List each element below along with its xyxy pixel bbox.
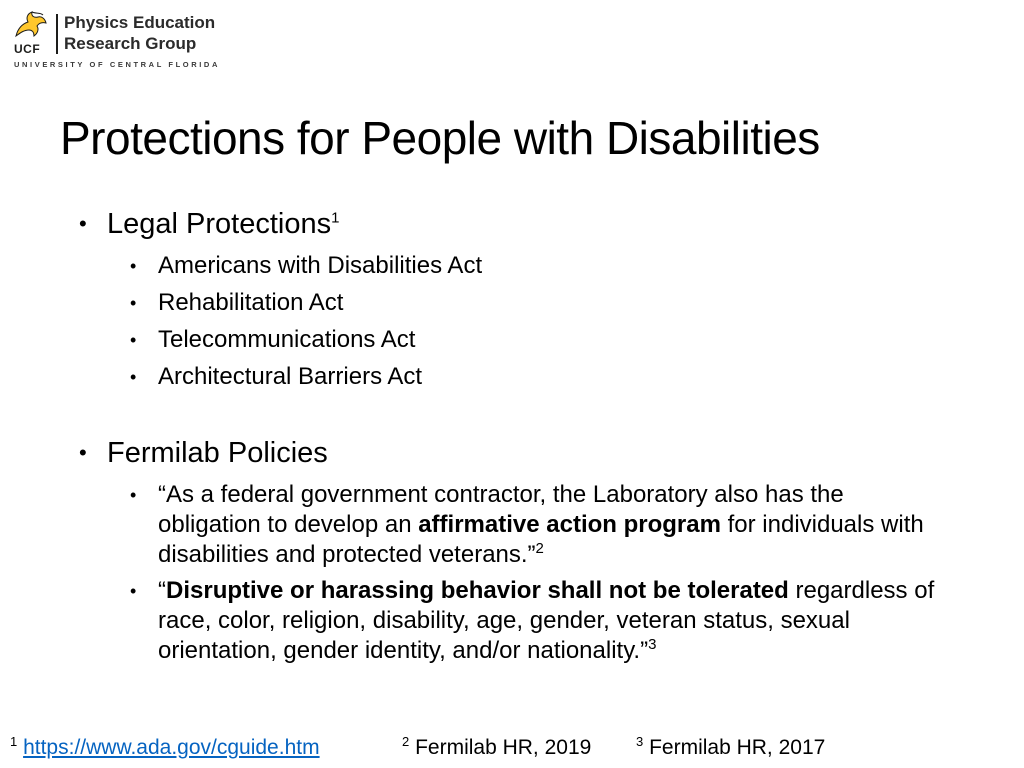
sub-bullet-text: Americans with Disabilities Act	[158, 252, 483, 279]
footnote-1	[10, 734, 320, 762]
quote-emphasis: affirmative action program	[418, 511, 721, 538]
bullet-icon: •	[130, 330, 137, 350]
footnote-2	[402, 734, 591, 762]
quote-text: regardless of race, color, religion, disability, age, gender, veteran status, sexual orientation, gender identity, and/or nationality.”	[158, 577, 935, 664]
footnote-ref: 3	[648, 636, 657, 653]
logo-title-line2: Research Group	[64, 34, 197, 53]
footnote-number: 2	[402, 734, 410, 749]
logo-title-line1: Physics Education	[64, 13, 216, 32]
bullet-icon: •	[130, 256, 137, 276]
bullet-icon: •	[79, 440, 87, 465]
quote-emphasis: Disruptive or harassing behavior shall not be tolerated	[166, 577, 789, 604]
quote-text: “	[158, 577, 166, 604]
footnote-number: 3	[636, 734, 644, 749]
footnote-ref: 1	[331, 209, 340, 227]
ada-guide-link[interactable]: https://www.ada.gov/cguide.htm	[23, 736, 320, 759]
footnote-number: 1	[10, 734, 18, 749]
footnote-ref: 2	[535, 540, 544, 557]
bullet-label: Fermilab Policies	[107, 437, 328, 469]
sub-bullet-text: Rehabilitation Act	[158, 289, 344, 316]
footnote-3	[636, 734, 825, 762]
sub-bullet-text: Architectural Barriers Act	[158, 363, 423, 390]
sub-bullet-text: Telecommunications Act	[158, 326, 416, 353]
quote-text: for individuals with disabilities and protected veterans.”	[158, 511, 924, 568]
bullet-icon: •	[130, 581, 137, 601]
logo-subtitle: UNIVERSITY OF CENTRAL FLORIDA	[14, 60, 220, 69]
quote-text: “As a federal government contractor, the Laboratory also has the obligation to develop an	[158, 481, 844, 538]
slide-title: Protections for People with Disabilities	[60, 112, 820, 164]
bullet-icon: •	[79, 211, 87, 236]
bullet-label: Legal Protections	[107, 208, 332, 240]
footnote-text: Fermilab HR, 2017	[649, 736, 826, 759]
footnote-text: Fermilab HR, 2019	[415, 736, 592, 759]
bullet-icon: •	[130, 485, 137, 505]
ucf-wordmark: UCF	[14, 42, 41, 56]
bullet-icon: •	[130, 367, 137, 387]
bullet-icon: •	[130, 293, 137, 313]
